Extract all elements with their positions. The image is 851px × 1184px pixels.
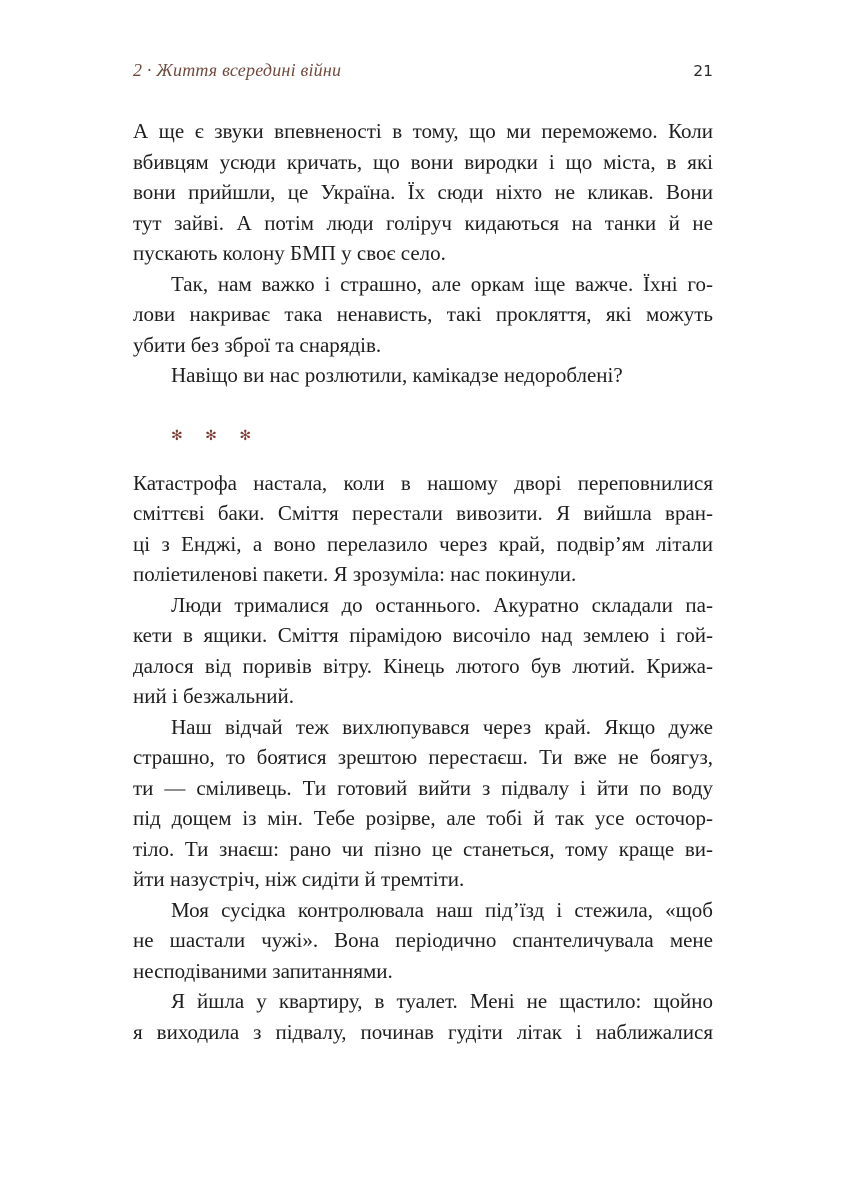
text-line: лови накриває така ненависть, такі прокляття, які можуть [133,302,713,326]
text-line: А ще є звуки впевненості в тому, що ми переможемо. Коли [133,119,713,143]
paragraph [133,269,713,361]
text-line: Я йшла у квартиру, в туалет. Мені не щастило: щойно [171,989,713,1013]
text-line: під дощем із мін. Тебе розірве, але тобі й так усе осточор- [133,806,713,830]
paragraph [133,895,713,987]
text-line: я виходила з підвалу, починав гудіти літак і наближалися [133,1019,713,1044]
text-line: Моя сусідка контролювала наш під’їзд і стежила, «щоб [171,897,713,922]
text-line: страшно, то боятися зрештою перестаєш. Ти вже не боягуз, [133,745,713,769]
page-number: 21 [693,62,713,80]
text-line: не шастали чужі». Вона періодично спантеличувала мене [133,928,713,952]
text-line: сміттєві баки. Сміття перестали вивозити. Я вийшла вран- [133,501,713,525]
text-line: пускають колону БМП у своє село. [133,241,446,265]
text-line: вбивцям усюди кричать, що вони виродки і що міста, в які [133,149,713,174]
text-line: Навіщо ви нас розлютили, камікадзе недороблені? [171,363,623,387]
text-line: йти назустріч, ніж сидіти й тремтіти. [133,867,465,891]
paragraph [133,986,713,1047]
chapter-running-head: 2 · Життя всередині війни [133,60,342,80]
text-line: Катастрофа настала, коли в нашому дворі переповнилися [133,470,713,495]
text-line: Наш відчай теж вихлюпувався через край. Якщо дуже [171,714,713,739]
paragraph [133,116,713,269]
text-line: далося від поривів вітру. Кінець лютого був лютий. Крижа- [133,653,713,678]
page-header [133,59,713,82]
text-line: убити без зброї та снарядів. [133,332,382,357]
paragraph [133,590,713,712]
section-separator: ✻ ✻ ✻ [171,428,261,444]
text-line: Люди трималися до останнього. Акуратно складали па- [171,592,713,617]
text-line: кети в ящики. Сміття пірамідою височіло над землею і гой- [133,623,713,647]
paragraph [133,712,713,895]
paragraph [133,468,713,590]
text-line: ний і безжальний. [133,684,294,708]
body-text [133,116,713,1047]
text-line: несподіваними запитаннями. [133,958,393,983]
text-line: Так, нам важко і страшно, але оркам іще важче. Їхні го- [171,271,713,296]
text-line: тут зайві. А потім люди голіруч кидаються на танки й не [133,210,713,235]
text-line: поліетиленові пакети. Я зрозуміла: нас покинули. [133,562,577,586]
text-line: ці з Енджі, а воно перелазило через край, подвір’ям літали [133,531,713,556]
text-line: тіло. Ти знаєш: рано чи пізно це станеться, тому краще ви- [133,836,713,861]
text-line: ти — сміливець. Ти готовий вийти з підвалу і йти по воду [133,775,713,800]
paragraph [133,360,713,391]
text-line: вони прийшли, це Україна. Їх сюди ніхто не кликав. Вони [133,180,713,204]
